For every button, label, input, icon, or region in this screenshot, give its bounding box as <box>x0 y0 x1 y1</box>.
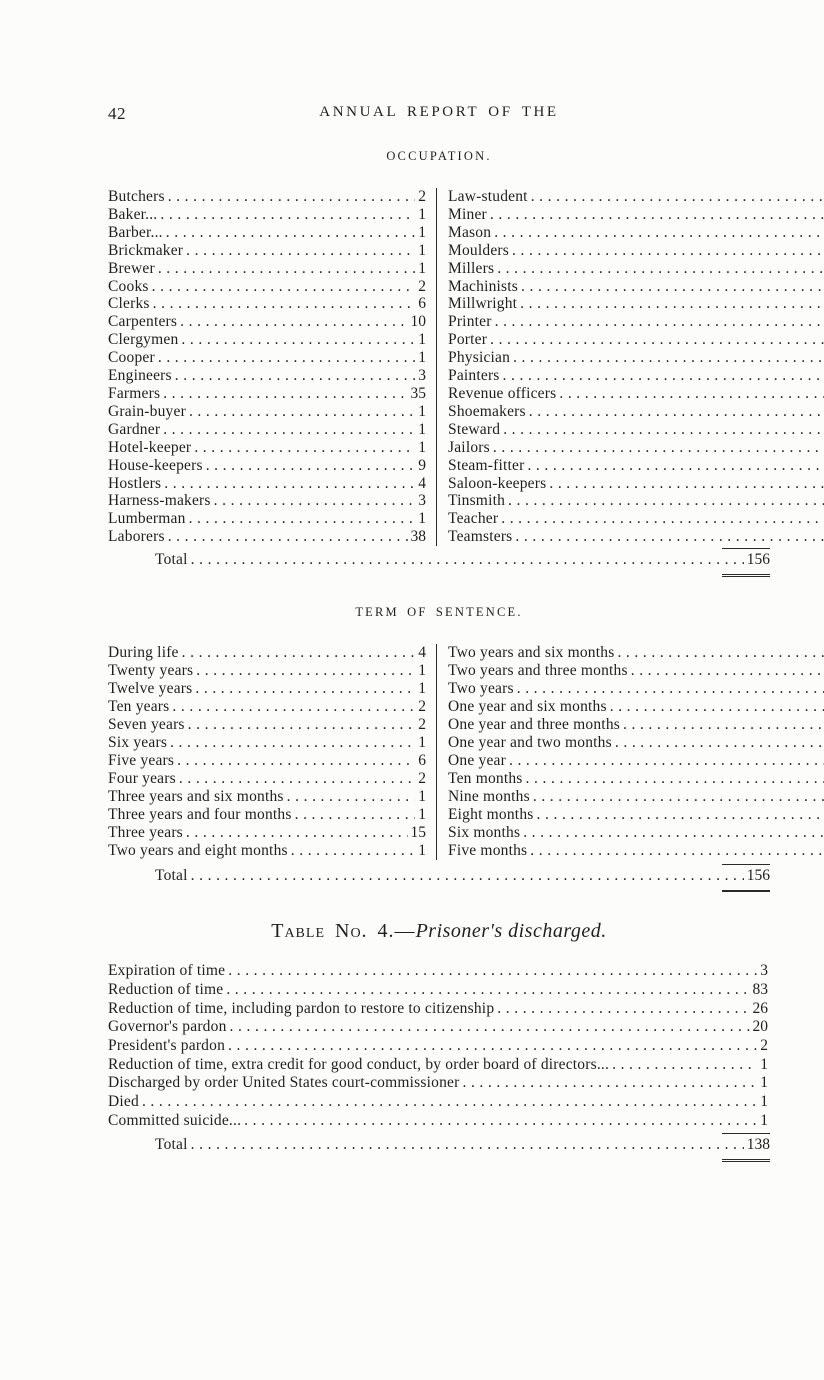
occupation-row <box>108 475 426 493</box>
double-rule <box>722 890 770 893</box>
discharged-label: Expiration of time <box>108 962 226 980</box>
occupation-label: Steward <box>448 420 501 438</box>
occupation-label: Law-student <box>448 188 528 205</box>
occupation-count: 3 <box>418 492 426 510</box>
term-right-column <box>437 644 824 860</box>
occupation-total-row <box>108 549 770 571</box>
occupation-label: Moulders <box>448 241 510 259</box>
occupation-row <box>448 295 824 313</box>
term-row <box>448 680 824 698</box>
occupation-count: 4 <box>418 474 426 492</box>
occupation-label: Gardner <box>108 420 161 438</box>
table4-heading-prefix: Table No. 4.— <box>271 920 416 943</box>
term-row <box>108 698 426 716</box>
discharged-count: 1 <box>760 1111 768 1129</box>
occupation-label: Jailors <box>448 438 490 456</box>
occupation-count: 35 <box>410 384 426 402</box>
dot-leader <box>186 242 415 260</box>
occupation-label: House-keepers <box>108 456 203 474</box>
dot-leader <box>158 260 415 278</box>
term-label: Nine months <box>448 787 530 805</box>
dot-leader <box>295 806 416 824</box>
dot-leader <box>493 439 824 457</box>
dot-leader <box>163 385 407 403</box>
occupation-label: Butchers <box>108 188 165 205</box>
discharged-label: President's pardon <box>108 1036 226 1054</box>
occupation-label: Revenue officers <box>448 384 557 402</box>
dot-leader <box>549 475 824 493</box>
discharged-label: Reduction of time, including pardon to restore to citizenship <box>108 999 495 1017</box>
dot-leader <box>166 224 416 242</box>
total-label: Total <box>155 1136 188 1154</box>
occupation-row <box>108 260 426 278</box>
occupation-row <box>448 331 824 349</box>
term-row <box>448 824 824 842</box>
term-of-sentence-heading: TERM OF SENTENCE. <box>355 604 523 619</box>
occupation-count: 3 <box>418 367 426 385</box>
occupation-label: Hotel-keeper <box>108 438 192 456</box>
occupation-right-column <box>437 188 824 546</box>
term-row <box>448 752 824 770</box>
dot-leader <box>537 806 824 824</box>
discharged-count: 1 <box>760 1074 768 1092</box>
dot-leader <box>181 331 415 349</box>
occupation-label: Clergymen <box>108 331 179 349</box>
dot-leader <box>617 644 824 662</box>
occupation-label: Harness-makers <box>108 492 211 510</box>
dot-leader <box>226 981 749 1000</box>
dot-leader <box>177 752 415 770</box>
dot-leader <box>512 242 824 260</box>
occupation-count: 1 <box>418 402 426 420</box>
table4-heading <box>108 918 770 944</box>
occupation-label: Grain-buyer <box>108 402 186 420</box>
term-count: 1 <box>418 805 426 823</box>
dot-leader <box>180 313 407 331</box>
occupation-total-block <box>108 548 770 577</box>
dot-leader <box>517 680 824 698</box>
occupation-count: 9 <box>418 456 426 474</box>
term-row <box>448 770 824 788</box>
occupation-row <box>448 367 824 385</box>
dot-leader <box>497 260 824 278</box>
term-label: Two years and six months <box>448 643 615 661</box>
occupation-label: Baker... <box>108 205 158 223</box>
dot-leader <box>612 1056 757 1075</box>
term-label: One year and three months <box>448 715 620 733</box>
page-header <box>108 103 770 123</box>
dot-leader <box>228 962 757 981</box>
occupation-count: 1 <box>418 259 426 277</box>
dot-leader <box>515 528 824 546</box>
dot-leader <box>521 278 824 296</box>
term-total-row <box>108 865 770 887</box>
term-label: Four years <box>108 769 176 787</box>
discharged-total-value: 138 <box>746 1136 770 1154</box>
term-row <box>108 842 426 860</box>
term-count: 2 <box>418 769 426 787</box>
dot-leader <box>490 206 824 224</box>
occupation-label: Brewer <box>108 259 155 277</box>
occupation-row <box>448 385 824 403</box>
dot-leader <box>523 824 824 842</box>
occupation-label: Clerks <box>108 295 150 313</box>
term-label: Three years and four months <box>108 805 292 823</box>
dot-leader <box>615 734 824 752</box>
term-label: Seven years <box>108 715 185 733</box>
occupation-count: 38 <box>410 528 426 546</box>
occupation-count: 2 <box>418 277 426 295</box>
occupation-row <box>108 457 426 475</box>
occupation-left-column <box>108 188 437 546</box>
occupation-row <box>108 242 426 260</box>
occupation-row <box>108 188 426 206</box>
term-row <box>108 662 426 680</box>
discharged-row <box>108 1000 770 1019</box>
occupation-row <box>108 421 426 439</box>
discharged-row <box>108 981 770 1000</box>
dot-leader <box>164 475 415 493</box>
dot-leader <box>188 716 416 734</box>
dot-leader <box>191 865 744 887</box>
term-label: One year and six months <box>448 697 607 715</box>
dot-leader <box>196 662 415 680</box>
dot-leader <box>214 492 416 510</box>
occupation-row <box>108 224 426 242</box>
occupation-row <box>448 349 824 367</box>
dot-leader <box>513 349 824 367</box>
dot-leader <box>508 492 824 510</box>
discharged-count: 1 <box>760 1093 768 1111</box>
occupation-count: 1 <box>418 241 426 259</box>
occupation-row <box>448 206 824 224</box>
term-count: 2 <box>418 715 426 733</box>
term-label: Five months <box>448 841 528 859</box>
occupation-row <box>108 367 426 385</box>
occupation-row <box>448 403 824 421</box>
term-row <box>448 734 824 752</box>
dot-leader <box>287 788 416 806</box>
dot-leader <box>194 439 415 457</box>
term-left-column <box>108 644 437 860</box>
discharged-count: 26 <box>752 999 768 1017</box>
term-total-value: 156 <box>746 866 770 884</box>
discharged-row <box>108 1018 770 1037</box>
term-label: Twelve years <box>108 679 193 697</box>
page-number: 42 <box>108 104 126 123</box>
occupation-row <box>448 313 824 331</box>
dot-leader <box>526 770 824 788</box>
occupation-row <box>108 313 426 331</box>
dot-leader <box>163 421 415 439</box>
discharged-total-block <box>108 1133 770 1162</box>
term-label: One year and two months <box>448 733 612 751</box>
occupation-label: Farmers <box>108 384 161 402</box>
term-count: 4 <box>418 643 426 661</box>
term-row <box>108 806 426 824</box>
dot-leader <box>494 224 824 242</box>
occupation-label: Carpenters <box>108 313 178 331</box>
occupation-label: Millers <box>448 259 495 277</box>
occupation-count: 1 <box>418 510 426 528</box>
term-of-sentence-table <box>108 644 770 860</box>
prisoners-discharged-table <box>108 962 770 1130</box>
discharged-row <box>108 1037 770 1056</box>
dot-leader <box>191 1134 744 1156</box>
occupation-label: Physician <box>448 349 511 367</box>
occupation-label: Saloon-keepers <box>448 474 547 492</box>
occupation-row <box>108 492 426 510</box>
term-count: 1 <box>418 679 426 697</box>
term-label: One year <box>448 751 506 769</box>
term-row <box>108 644 426 662</box>
term-row <box>448 716 824 734</box>
dot-leader <box>533 788 824 806</box>
term-row <box>448 788 824 806</box>
term-label: Two years and eight months <box>108 841 288 859</box>
occupation-row <box>108 528 426 546</box>
occupation-count: 1 <box>418 223 426 241</box>
dot-leader <box>228 1037 757 1056</box>
occupation-label: Painters <box>448 367 500 385</box>
dot-leader <box>160 206 415 224</box>
term-row <box>448 662 824 680</box>
term-row <box>108 824 426 842</box>
occupation-count: 2 <box>418 188 426 205</box>
term-count: 6 <box>418 751 426 769</box>
dot-leader <box>179 770 415 788</box>
occupation-label: Hostlers <box>108 474 162 492</box>
term-label: Five years <box>108 751 175 769</box>
dot-leader <box>195 680 415 698</box>
term-row <box>108 788 426 806</box>
occupation-label: Brickmaker <box>108 241 184 259</box>
occupation-label: Miner <box>448 205 487 223</box>
occupation-label: Steam-fitter <box>448 456 525 474</box>
term-label: Three years <box>108 823 183 841</box>
occupation-row <box>108 349 426 367</box>
term-count: 15 <box>410 823 426 841</box>
term-count: 2 <box>418 697 426 715</box>
dot-leader <box>142 1093 757 1112</box>
table4-heading-italic: Prisoner's discharged. <box>415 920 607 943</box>
occupation-row <box>448 260 824 278</box>
term-label: Ten years <box>108 697 170 715</box>
term-label: Three years and six months <box>108 787 284 805</box>
occupation-count: 1 <box>418 205 426 223</box>
occupation-count: 1 <box>418 331 426 349</box>
dot-leader <box>168 528 408 546</box>
dot-leader <box>170 734 415 752</box>
double-rule <box>722 1159 770 1162</box>
dot-leader <box>244 1112 757 1131</box>
occupation-label: Lumberman <box>108 510 186 528</box>
term-row <box>108 680 426 698</box>
dot-leader <box>623 716 824 734</box>
occupation-row <box>108 510 426 528</box>
dot-leader <box>509 752 824 770</box>
occupation-row <box>448 510 824 528</box>
occupation-count: 6 <box>418 295 426 313</box>
dot-leader <box>175 367 415 385</box>
occupation-count: 1 <box>418 420 426 438</box>
occupation-row <box>448 475 824 493</box>
occupation-row <box>448 492 824 510</box>
term-label: During life <box>108 643 179 661</box>
occupation-row <box>448 439 824 457</box>
discharged-row <box>108 1093 770 1112</box>
dot-leader <box>158 349 415 367</box>
occupation-row <box>448 278 824 296</box>
dot-leader <box>610 698 824 716</box>
occupation-total-value: 156 <box>746 551 770 569</box>
occupation-heading: OCCUPATION. <box>386 149 492 163</box>
dot-leader <box>527 457 824 475</box>
dot-leader <box>153 295 416 313</box>
occupation-label: Machinists <box>448 277 519 295</box>
dot-leader <box>520 295 824 313</box>
discharged-count: 3 <box>760 962 768 980</box>
term-count: 1 <box>418 841 426 859</box>
dot-leader <box>631 662 824 680</box>
occupation-row <box>108 439 426 457</box>
dot-leader <box>530 842 824 860</box>
dot-leader <box>152 278 416 296</box>
dot-leader <box>172 698 415 716</box>
discharged-label: Discharged by order United States court-commissioner <box>108 1074 460 1092</box>
dot-leader <box>189 403 415 421</box>
dot-leader <box>206 457 416 475</box>
term-label: Twenty years <box>108 661 194 679</box>
dot-leader <box>503 421 824 439</box>
dot-leader <box>495 313 824 331</box>
occupation-count: 1 <box>418 349 426 367</box>
term-row <box>108 770 426 788</box>
occupation-row <box>108 331 426 349</box>
discharged-label: Committed suicide... <box>108 1111 242 1129</box>
dot-leader <box>559 385 824 403</box>
term-row <box>108 716 426 734</box>
occupation-count: 1 <box>418 438 426 456</box>
term-row <box>448 644 824 662</box>
dot-leader <box>531 188 824 206</box>
occupation-row <box>448 421 824 439</box>
term-row <box>108 752 426 770</box>
dot-leader <box>497 1000 749 1019</box>
term-row <box>448 698 824 716</box>
occupation-row <box>448 528 824 546</box>
discharged-row <box>108 1056 770 1075</box>
discharged-count: 83 <box>752 980 768 998</box>
dot-leader <box>182 644 416 662</box>
discharged-label: Reduction of time, extra credit for good conduct, by order board of directors... <box>108 1055 610 1073</box>
occupation-label: Engineers <box>108 367 172 385</box>
running-head-title: ANNUAL REPORT OF THE <box>319 104 559 120</box>
term-total-block <box>108 864 770 893</box>
term-label: Eight months <box>448 805 534 823</box>
occupation-row <box>108 385 426 403</box>
double-rule <box>722 574 770 577</box>
dot-leader <box>490 331 824 349</box>
dot-leader <box>501 510 824 528</box>
discharged-row <box>108 1074 770 1093</box>
dot-leader <box>191 549 744 571</box>
occupation-label: Laborers <box>108 528 165 546</box>
occupation-label: Tinsmith <box>448 492 506 510</box>
occupation-label: Cooper <box>108 349 155 367</box>
occupation-row <box>448 188 824 206</box>
occupation-label: Teamsters <box>448 528 513 546</box>
occupation-label: Barber... <box>108 223 163 241</box>
dot-leader <box>230 1018 750 1037</box>
occupation-label: Teacher <box>448 510 499 528</box>
dot-leader <box>291 842 416 860</box>
occupation-label: Millwright <box>448 295 518 313</box>
occupation-row <box>108 295 426 313</box>
total-label: Total <box>155 866 188 884</box>
term-label: Six years <box>108 733 168 751</box>
term-label: Two years and three months <box>448 661 628 679</box>
occupation-row <box>448 224 824 242</box>
occupation-row <box>108 278 426 296</box>
term-count: 1 <box>418 787 426 805</box>
discharged-label: Died <box>108 1093 139 1111</box>
occupation-label: Shoemakers <box>448 402 526 420</box>
term-label: Two years <box>448 679 514 697</box>
term-row <box>448 806 824 824</box>
occupation-row <box>448 457 824 475</box>
occupation-row <box>108 206 426 224</box>
dot-leader <box>503 367 824 385</box>
occupation-table <box>108 188 770 546</box>
term-row <box>108 734 426 752</box>
occupation-row <box>108 403 426 421</box>
occupation-label: Cooks <box>108 277 149 295</box>
dot-leader <box>529 403 824 421</box>
occupation-label: Printer <box>448 313 492 331</box>
discharged-count: 2 <box>760 1036 768 1054</box>
term-label: Six months <box>448 823 521 841</box>
discharged-row <box>108 1112 770 1131</box>
term-row <box>448 842 824 860</box>
dot-leader <box>186 824 408 842</box>
occupation-label: Mason <box>448 223 492 241</box>
term-label: Ten months <box>448 769 523 787</box>
term-count: 1 <box>418 733 426 751</box>
discharged-count: 1 <box>760 1055 768 1073</box>
discharged-count: 20 <box>752 1018 768 1036</box>
occupation-label: Porter <box>448 331 488 349</box>
occupation-row <box>448 242 824 260</box>
total-label: Total <box>155 551 188 569</box>
discharged-label: Reduction of time <box>108 980 224 998</box>
term-count: 1 <box>418 661 426 679</box>
dot-leader <box>189 510 416 528</box>
discharged-label: Governor's pardon <box>108 1018 227 1036</box>
occupation-count: 10 <box>410 313 426 331</box>
dot-leader <box>168 188 416 206</box>
discharged-total-row <box>108 1134 770 1156</box>
discharged-row <box>108 962 770 981</box>
dot-leader <box>462 1074 757 1093</box>
